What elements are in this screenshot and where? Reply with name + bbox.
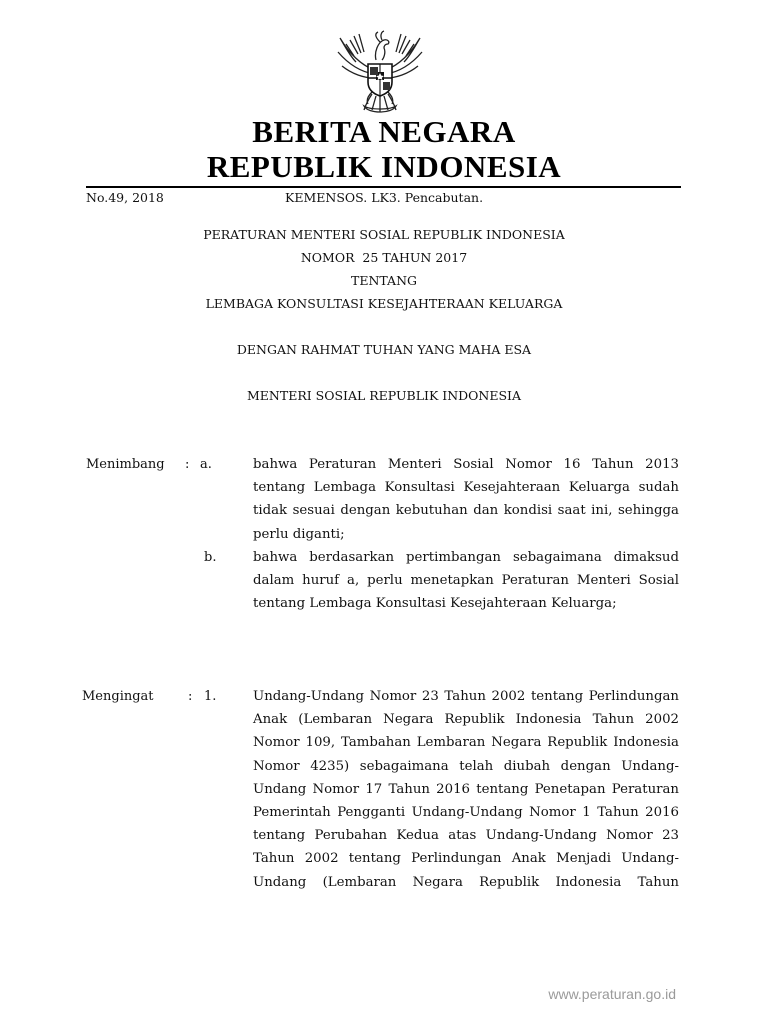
menimbang-item-b: bahwa berdasarkan pertimbangan sebagaimana dimaksud dalam huruf a, perlu menetapkan Peraturan Menteri Sosial tentang Lembaga Konsultasi Kesejahteraan Keluarga; [253, 550, 679, 612]
menimbang-colon: : [185, 457, 190, 472]
minister-line: MENTERI SOSIAL REPUBLIK INDONESIA [247, 388, 521, 403]
mengingat-marker-1: 1. [204, 689, 217, 704]
regulation-about: TENTANG [350, 273, 417, 288]
menimbang-item-a: bahwa Peraturan Menteri Sosial Nomor 16 Tahun 2013 tentang Lembaga Konsultasi Kesejahteraan Keluarga sudah tidak sesuai dengan kebutuhan dan kondisi saat ini, sehingga perlu diganti; [253, 457, 679, 542]
regulation-subject: LEMBAGA KONSULTASI KESEJAHTERAAN KELUARGA [205, 296, 563, 311]
ministry-code: KEMENSOS. LK3. Pencabutan. [285, 190, 484, 205]
mengingat-colon: : [188, 689, 193, 704]
regulation-title: PERATURAN MENTERI SOSIAL REPUBLIK INDONESIA [203, 227, 565, 242]
gazette-number: No.49, 2018 [86, 190, 164, 205]
regulation-number: NOMOR 25 TAHUN 2017 [300, 250, 468, 265]
footer-website: www.peraturan.go.id [548, 986, 676, 1002]
menimbang-label: Menimbang [86, 457, 165, 472]
menimbang-marker-b: b. [204, 550, 217, 565]
gazette-title: BERITA NEGARA [252, 114, 516, 149]
mengingat-item-1: Undang-Undang Nomor 23 Tahun 2002 tentang Perlindungan Anak (Lembaran Negara Republik Indonesia Tahun 2002 Nomor 109, Tambahan Lembaran Negara Republik Indonesia Nomor 4235) sebagaimana telah diubah dengan Undang-Undang Nomor 17 Tahun 2016 tentang Penetapan Peraturan Pemerintah Pengganti Undang-Undang Nomor 1 Tahun 2016 tentang Perubahan Kedua atas Undang-Undang Nomor 23 Tahun 2002 tentang Perlindungan Anak Menjadi Undang-Undang (Lembaran Negara Republik Indonesia Tahun [253, 689, 679, 890]
header-rule [86, 186, 681, 188]
gazette-subtitle: REPUBLIK INDONESIA [206, 149, 562, 184]
mengingat-label: Mengingat [82, 689, 154, 704]
menimbang-marker-a: a. [200, 457, 212, 472]
invocation: DENGAN RAHMAT TUHAN YANG MAHA ESA [236, 342, 532, 357]
garuda-emblem [334, 26, 426, 116]
